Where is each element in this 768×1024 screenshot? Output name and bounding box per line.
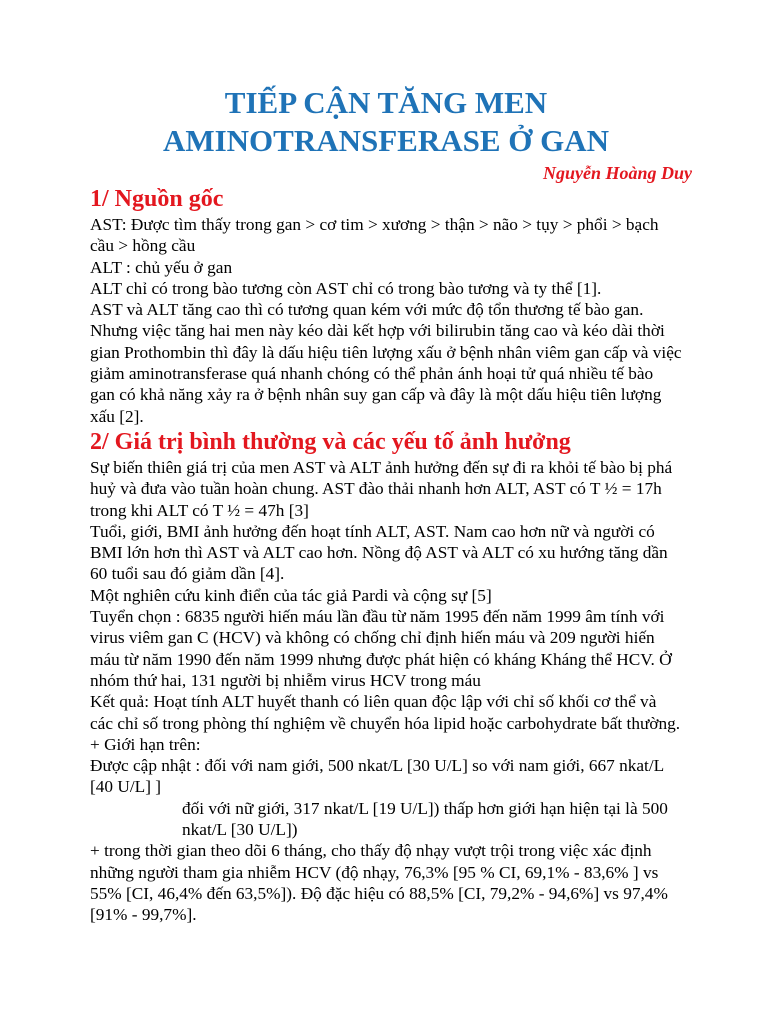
section-1-paragraph: AST và ALT tăng cao thì có tương quan kém với mức độ tổn thương tế bào gan. Nhưng việc tăng hai men này kéo dài kết hợp với bilirubin tăng cao và kéo dài thời gian Prothombin thì đây là dấu hiệu tiên lượng xấu ở bệnh nhân viêm gan cấp và việc giảm aminotransferase quá nhanh chóng có thể phản ánh hoại tử quá nhiều tế bào gan có khả năng xảy ra ở bệnh nhân suy gan cấp và đây là một dấu hiệu tiên lượng xấu [2].	[90, 300, 682, 426]
section-2-paragraph: + Giới hạn trên:	[90, 734, 201, 754]
section-2-paragraph: Sự biến thiên giá trị của men AST và ALT ảnh hưởng đến sự đi ra khỏi tế bào bị phá huỷ và đưa vào tuần hoàn chung. AST đào thải nhanh hơn ALT, AST có T ½ = 17h trong khi ALT có T ½ = 47h [3]	[90, 457, 673, 520]
section-2-paragraph: Được cập nhật : đối với nam giới, 500 nkat/L [30 U/L] so với nam giới, 667 nkat/L [40 U/L] ]	[90, 756, 664, 797]
section-2-paragraph: Kết quả: Hoạt tính ALT huyết thanh có liên quan độc lập với chỉ số khối cơ thể và các chỉ số trong phòng thí nghiệm về chuyển hóa lipid hoặc carbohydrate bất thường.	[90, 692, 681, 733]
section-1-paragraph: ALT : chủ yếu ở gan	[90, 257, 233, 277]
section-2-paragraph: Một nghiên cứu kinh điển của tác giả Pardi và cộng sự [5]	[90, 585, 492, 605]
document-page	[90, 84, 692, 926]
section-1-paragraph: ALT chỉ có trong bào tương còn AST chỉ có trong bào tương và ty thể [1].	[90, 278, 602, 298]
section-1-heading: 1/ Nguồn gốc	[90, 186, 224, 212]
section-2-closing-paragraph: + trong thời gian theo dõi 6 tháng, cho thấy độ nhạy vượt trội trong việc xác định những người tham gia nhiễm HCV (độ nhạy, 76,3% [95 % CI, 69,1% - 83,6% ] vs 55% [CI, 46,4% đến 63,5%]). Độ đặc hiệu có 88,5% [CI, 79,2% - 94,6%] vs 97,4% [91% - 99,7%].	[90, 841, 668, 925]
author-name: Nguyễn Hoàng Duy	[542, 163, 692, 183]
document-title	[90, 84, 682, 160]
title-line-1: TIẾP CẬN TĂNG MEN	[224, 85, 548, 120]
section-2-paragraph: Tuyển chọn : 6835 người hiến máu lần đầu từ năm 1995 đến năm 1999 âm tính với virus viêm gan C (HCV) và không có chống chỉ định hiến máu và 209 người hiến máu từ năm 1990 đến năm 1999 nhưng được phát hiện có kháng Kháng thể HCV. Ở nhóm thứ hai, 131 người bị nhiễm virus HCV trong máu	[90, 607, 672, 690]
section-2-paragraph: Tuổi, giới, BMI ảnh hưởng đến hoạt tính ALT, AST. Nam cao hơn nữ và người có BMI lớn hơn thì AST và ALT cao hơn. Nồng độ AST và ALT có xu hướng tăng dần 60 tuổi sau đó giảm dần [4].	[90, 521, 668, 584]
title-line-2: AMINOTRANSFERASE Ở GAN	[162, 123, 610, 158]
section-1-paragraph: AST: Được tìm thấy trong gan > cơ tim > xương > thận > não > tụy > phổi > bạch cầu > hồng cầu	[90, 215, 659, 256]
section-2-indented-paragraph: đối với nữ giới, 317 nkat/L [19 U/L]) thấp hơn giới hạn hiện tại là 500 nkat/L [30 U/L])	[182, 798, 668, 840]
section-2-heading: 2/ Giá trị bình thường và các yếu tố ảnh hưởng	[90, 428, 571, 455]
